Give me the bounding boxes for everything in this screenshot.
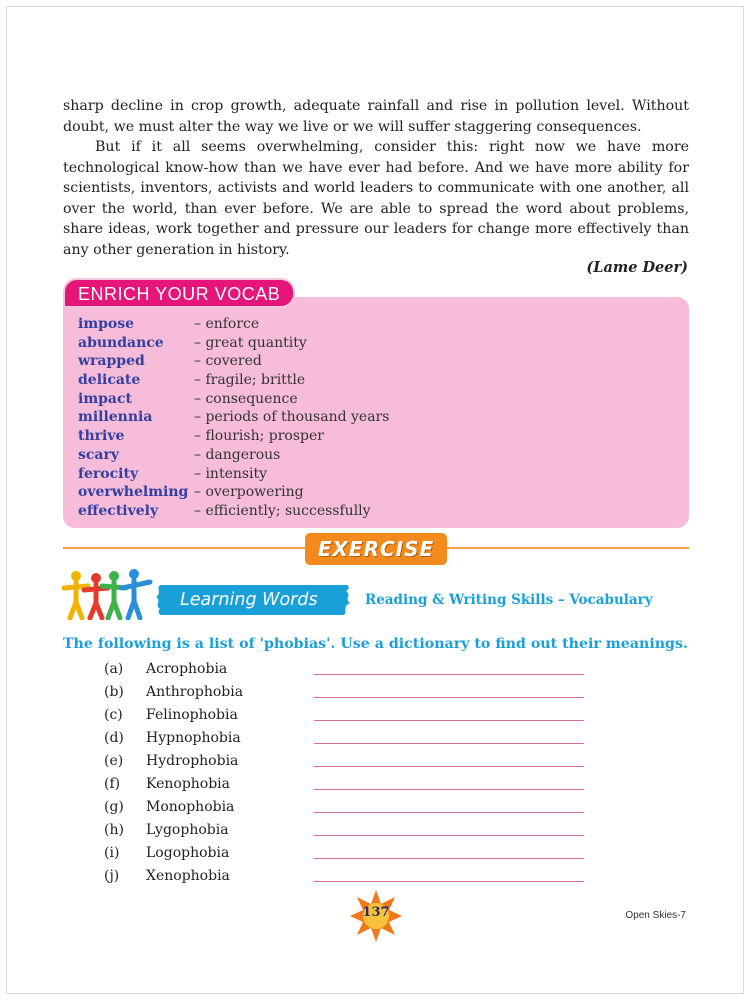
phobia-item	[104, 866, 594, 889]
vocab-word: scary	[78, 446, 119, 463]
phobia-item	[104, 797, 594, 820]
vocab-box	[63, 297, 689, 528]
phobia-letter: (g)	[104, 799, 124, 815]
phobia-word: Lygophobia	[146, 822, 229, 838]
phobia-letter: (a)	[104, 661, 124, 677]
exercise-instruction: The following is a list of 'phobias'. Use a dictionary to find out their meanings.	[63, 636, 688, 652]
answer-line[interactable]	[314, 743, 584, 744]
skills-heading: Reading & Writing Skills – Vocabulary	[365, 592, 653, 608]
phobia-letter: (i)	[104, 845, 120, 861]
vocab-word: effectively	[78, 502, 159, 519]
vocab-row	[78, 483, 689, 502]
vocab-meaning: – flourish; prosper	[194, 428, 324, 445]
phobia-letter: (e)	[104, 753, 124, 769]
phobia-word: Monophobia	[146, 799, 235, 815]
phobia-item	[104, 705, 594, 728]
vocab-row	[78, 315, 689, 334]
vocab-word: wrapped	[78, 353, 145, 370]
phobia-item	[104, 728, 594, 751]
vocab-row	[78, 390, 689, 409]
phobia-letter: (b)	[104, 684, 124, 700]
phobia-item	[104, 843, 594, 866]
phobia-letter: (f)	[104, 776, 121, 792]
phobia-item	[104, 751, 594, 774]
vocab-meaning: – efficiently; successfully	[194, 502, 371, 519]
vocab-meaning: – enforce	[194, 316, 260, 332]
vocab-meaning: – periods of thousand years	[194, 409, 390, 426]
page-number: 137	[362, 905, 390, 920]
vocab-row	[78, 408, 689, 427]
answer-line[interactable]	[314, 697, 584, 698]
vocab-meaning: – dangerous	[194, 446, 281, 463]
phobia-item	[104, 682, 594, 705]
answer-line[interactable]	[314, 789, 584, 790]
attribution: (Lame Deer)	[586, 259, 688, 276]
vocab-row	[78, 446, 689, 465]
learning-words-label: Learning Words	[180, 590, 318, 610]
vocab-word: thrive	[78, 428, 125, 445]
vocab-meaning: – fragile; brittle	[194, 372, 306, 389]
phobia-word: Xenophobia	[146, 868, 230, 884]
phobia-word: Felinophobia	[146, 707, 238, 723]
answer-line[interactable]	[314, 674, 584, 675]
exercise-badge: EXERCISE	[305, 533, 447, 565]
book-title: Open Skies-7	[625, 910, 686, 921]
phobia-letter: (h)	[104, 822, 124, 838]
phobia-letter: (d)	[104, 730, 124, 746]
vocab-row	[78, 352, 689, 371]
vocab-meaning: – covered	[194, 353, 262, 370]
phobia-item	[104, 774, 594, 797]
phobia-word: Acrophobia	[146, 661, 228, 677]
phobia-word: Anthrophobia	[146, 684, 244, 700]
phobia-word: Logophobia	[146, 845, 230, 861]
vocab-meaning: – great quantity	[194, 334, 307, 351]
people-figures-icon	[62, 568, 154, 620]
vocab-row	[78, 371, 689, 390]
vocab-meaning: – consequence	[194, 390, 298, 407]
phobia-letter: (c)	[104, 707, 123, 723]
vocab-row	[78, 502, 689, 521]
vocab-title: ENRICH YOUR VOCAB	[63, 278, 295, 308]
phobia-item	[104, 659, 594, 682]
answer-line[interactable]	[314, 766, 584, 767]
vocab-word: abundance	[78, 334, 164, 351]
vocab-word: impose	[78, 316, 135, 332]
vocab-row	[78, 465, 689, 484]
phobia-letter: (j)	[104, 868, 120, 884]
answer-line[interactable]	[314, 858, 584, 859]
vocab-row	[78, 427, 689, 446]
phobia-list	[104, 659, 594, 889]
paragraph-1: sharp decline in crop growth, adequate rainfall and rise in pollution level. Without doubt, we must alter the way we live or we will suffer staggering consequences.	[63, 98, 689, 135]
vocab-word: delicate	[78, 372, 141, 389]
vocab-word: millennia	[78, 409, 153, 426]
vocab-meaning: – overpowering	[194, 484, 304, 501]
vocab-word: ferocity	[78, 465, 139, 482]
answer-line[interactable]	[314, 812, 584, 813]
vocab-row	[78, 334, 689, 353]
answer-line[interactable]	[314, 881, 584, 882]
paragraph-2: But if it all seems overwhelming, consider this: right now we have more technological know-how than we have ever had before. And we have more ability for scientists, inventors, activists and world leaders to communicate with one another, all over the world, than ever before. We are able to spread the word about problems, share ideas, work together and pressure our leaders for change more effectively than any other generation in history.	[63, 139, 689, 258]
vocab-meaning: – intensity	[194, 465, 268, 482]
phobia-word: Hypnophobia	[146, 730, 241, 746]
reading-passage	[63, 96, 689, 260]
phobia-item	[104, 820, 594, 843]
phobia-word: Kenophobia	[146, 776, 231, 792]
answer-line[interactable]	[314, 720, 584, 721]
answer-line[interactable]	[314, 835, 584, 836]
phobia-word: Hydrophobia	[146, 753, 239, 769]
vocab-word: impact	[78, 390, 132, 407]
vocab-word: overwhelming	[78, 484, 189, 501]
